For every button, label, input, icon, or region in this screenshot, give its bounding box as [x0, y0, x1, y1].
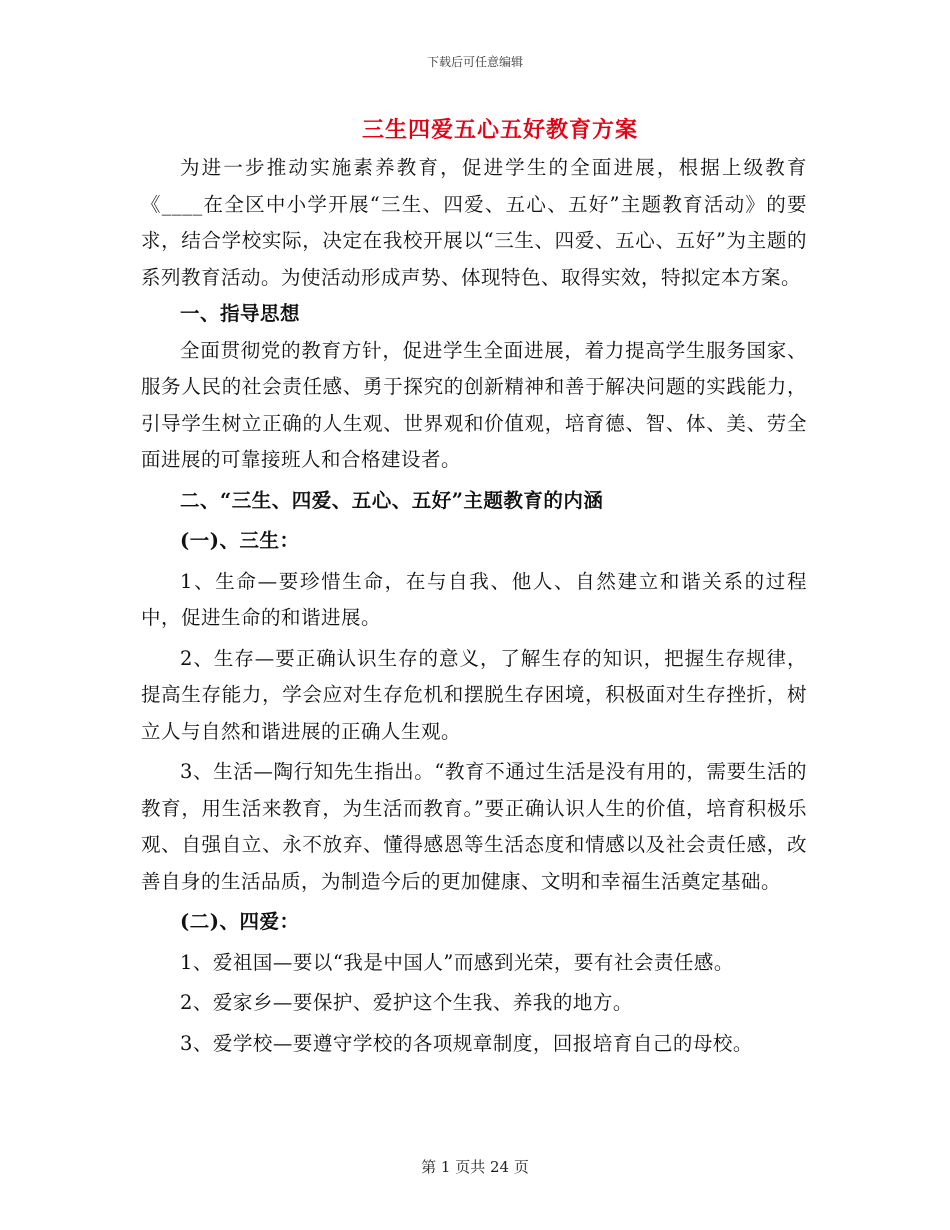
list-item-life: 1、生命—要珍惜生命，在与自我、他人、自然建立和谐关系的过程中，促进生命的和谐进展。	[141, 569, 807, 629]
section-heading-guiding-thought: 一、指导思想	[180, 302, 301, 325]
intro-paragraph: 为进一步推动实施素养教育，促进学生的全面进展，根据上级教育《____在全区中小学开展“三生、四爱、五心、五好”主题教育活动》的要求，结合学校实际，决定在我校开展以“三生、四爱、五心、五好”为主题的系列教育活动。为使活动形成声势、体现特色、取得实效，特拟定本方案。	[141, 156, 807, 289]
list-item-love-country: 1、爱祖国—要以“我是中国人”而感到光荣，要有社会责任感。	[180, 950, 734, 974]
list-item-living: 3、生活—陶行知先生指出。“教育不通过生活是没有用的，需要生活的教育，用生活来教育，为生活而教育。”要正确认识人生的价值，培育积极乐观、自强自立、永不放弃、懂得感恩等生活态度和情感以及社会责任感，改善自身的生活品质，为制造今后的更加健康、文明和幸福生活奠定基础。	[141, 760, 807, 893]
page-number-footer: 第 1 页共 24 页	[421, 1158, 529, 1176]
list-item-love-hometown: 2、爱家乡—要保护、爱护这个生我、养我的地方。	[180, 991, 633, 1014]
list-item-survival: 2、生存—要正确认识生存的意义，了解生存的知识，把握生存规律，提高生存能力，学会应对生存危机和摆脱生存困境，积极面对生存挫折，树立人与自然和谐进展的正确人生观。	[141, 646, 807, 743]
guiding-thought-paragraph: 全面贯彻党的教育方针，促进学生全面进展，着力提高学生服务国家、服务人民的社会责任感、勇于探究的创新精神和善于解决问题的实践能力，引导学生树立正确的人生观、世界观和价值观，培育德、智、体、美、劳全面进展的可靠接班人和合格建设者。	[141, 338, 807, 471]
document-body	[141, 150, 807, 1062]
subsection-heading-three-lives: (一)、三生：	[180, 529, 300, 552]
subsection-heading-four-loves: (二)、四爱：	[180, 910, 300, 933]
list-item-love-school: 3、爱学校—要遵守学校的各项规章制度，回报培育自己的母校。	[180, 1031, 753, 1055]
header-note: 下载后可任意编辑	[426, 55, 523, 69]
document-title: 三生四爱五心五好教育方案	[361, 117, 638, 143]
section-heading-connotation: 二、“三生、四爱、五心、五好”主题教育的内涵	[180, 488, 604, 512]
